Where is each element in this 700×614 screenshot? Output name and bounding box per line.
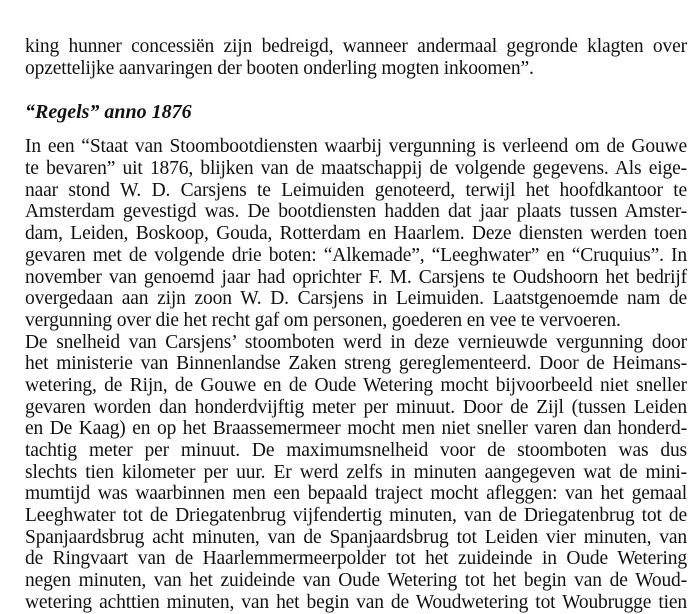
text-line: opzettelijke aanvaringen der booten onderling mogten inkoomen”. (25, 57, 534, 79)
text-line: De snelheid van Carsjens’ stoomboten werd in deze vernieuwde vergunning door (25, 331, 687, 353)
document-page (25, 0, 687, 614)
text-line: wetering achttien minuten, van het begin van de Woudwetering tot Woubrugge tien (25, 591, 687, 613)
text-line: mumtijd was waarbinnen men een bepaald traject mocht afleggen: van het gemaal (25, 483, 687, 505)
text-line: Leeghwater tot de Driegatenbrug vijfendertig minuten, van de Driegatenbrug tot de (25, 505, 687, 527)
text-line: overgedaan aan zijn zoon W. D. Carsjens in Leimuiden. Laatstgenoemde nam de (25, 288, 687, 310)
text-line: In een “Staat van Stoombootdiensten waarbij vergunning is verleend om de Gouwe (25, 136, 687, 158)
text-line: de Ringvaart van de Haarlemmermeerpolder tot het zuideinde in Oude Wetering (25, 548, 687, 570)
text-line: gevaren met de volgende drie boten: “Alkemade”, “Leeghwater” en “Cruquius”. In (25, 244, 687, 266)
text-line: Amsterdam gevestigd was. De bootdiensten hadden dat jaar plaats tussen Amster- (25, 201, 687, 223)
text-line: november van genoemd jaar had oprichter F. M. Carsjens te Oudshoorn het bedrijf (25, 266, 687, 288)
text-line: en De Kaag) en op het Braassemermeer mocht men niet sneller varen dan honderd- (25, 418, 687, 440)
text-line: king hunner concessiën zijn bedreigd, wanneer andermaal gegronde klagten over (25, 36, 687, 57)
section-heading: “Regels” anno 1876 (25, 101, 192, 124)
paragraph-1 (25, 136, 687, 331)
intro-paragraph (25, 36, 687, 79)
text-line: naar stond W. D. Carsjens te Leimuiden genoteerd, terwijl het hoofdkantoor te (25, 179, 687, 201)
text-line: het ministerie van Binnenlandse Zaken streng gereglementeerd. Door de Heimans- (25, 353, 687, 375)
text-line: dam, Leiden, Boskoop, Gouda, Rotterdam en Haarlem. Deze diensten werden toen (25, 223, 687, 245)
paragraph-2 (25, 332, 687, 614)
text-line: tachtig meter per minuut. De maximumsnelheid voor de stoomboten was dus (25, 440, 687, 461)
text-line: Spanjaardsbrug acht minuten, van de Spanjaardsbrug tot Leiden vier minuten, van (25, 526, 687, 548)
text-line: gevaren worden dan honderdvijftig meter per minuut. Door de Zijl (tussen Leiden (25, 396, 687, 418)
text-line: te bevaren” uit 1876, blijken van de maatschappij de volgende gegevens. Als eige- (25, 158, 687, 180)
text-line: wetering, de Rijn, de Gouwe en de Oude Wetering mocht bijvoorbeeld niet sneller (25, 374, 687, 396)
text-line: vergunning over die het recht gaf om personen, goederen en vee te vervoeren. (25, 309, 621, 331)
text-line: slechts tien kilometer per uur. Er werd zelfs in minuten aangegeven wat de mini- (25, 461, 687, 483)
text-line: negen minuten, van het zuideinde van Oude Wetering tot het begin van de Woud- (25, 570, 687, 592)
